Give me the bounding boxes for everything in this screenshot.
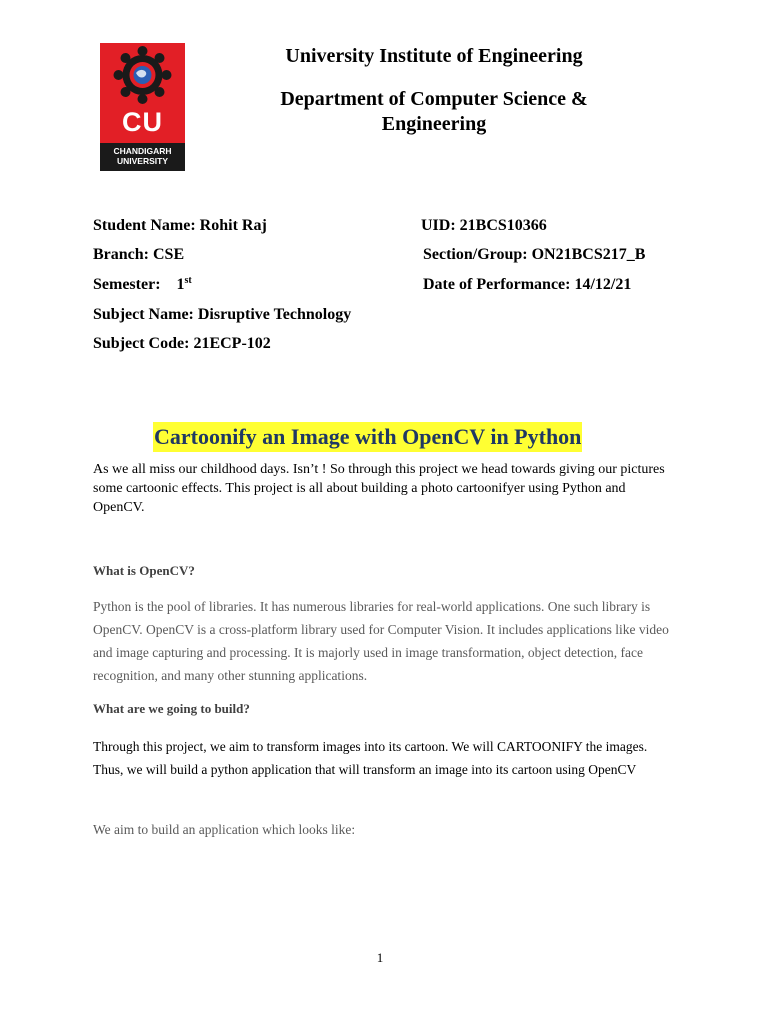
what-is-opencv-heading: What is OpenCV? (93, 563, 195, 578)
page-number: 1 (376, 950, 384, 965)
build-body: Through this project, we aim to transform images into its cartoon. We will CARTOONIFY the images. Thus, we will build a python application that will transform an image into its cartoon using OpenCV (93, 739, 648, 777)
institute-name: University Institute of Engineering (285, 45, 583, 67)
department-line1: Department of Computer Science & (280, 88, 588, 110)
what-is-opencv-body: Python is the pool of libraries. It has numerous libraries for real-world applications. One such library is OpenCV. OpenCV is a cross-platform library used for Computer Vision. It includes applications like video and image capturing and processing. It is majorly used in image transformation, object detection, face recognition, and many other stunning applications. (93, 599, 669, 683)
subject-code: Subject Code: 21ECP-102 (93, 335, 271, 352)
student-uid: UID: 21BCS10366 (421, 217, 547, 234)
student-section: Section/Group: ON21BCS217_B (423, 246, 646, 263)
logo-name-line1: CHANDIGARH (113, 146, 172, 156)
department-line2: Engineering (381, 113, 487, 135)
student-branch: Branch: CSE (93, 246, 185, 263)
intro-paragraph: As we all miss our childhood days. Isn’t ! So through this project we head towards giving our pictures some cartoonic effects. This project is all about building a photo cartoonifyer using Python and OpenCV. (93, 462, 665, 515)
university-logo (100, 43, 185, 171)
semester-value: 1 (176, 276, 185, 293)
subject-name: Subject Name: Disruptive Technology (93, 306, 352, 323)
logo-initials: CU (122, 107, 163, 137)
build-heading: What are we going to build? (93, 701, 250, 716)
logo-name-line2: UNIVERSITY (116, 156, 168, 166)
gear-globe-icon (100, 43, 185, 113)
performance-date: Date of Performance: 14/12/21 (423, 276, 632, 293)
student-name: Student Name: Rohit Raj (93, 217, 267, 234)
document-title: Cartoonify an Image with OpenCV in Python (153, 422, 582, 452)
aim-text: We aim to build an application which looks like: (93, 822, 356, 837)
student-semester (93, 276, 192, 294)
semester-label: Semester: (93, 276, 161, 293)
semester-suffix: st (184, 275, 192, 286)
